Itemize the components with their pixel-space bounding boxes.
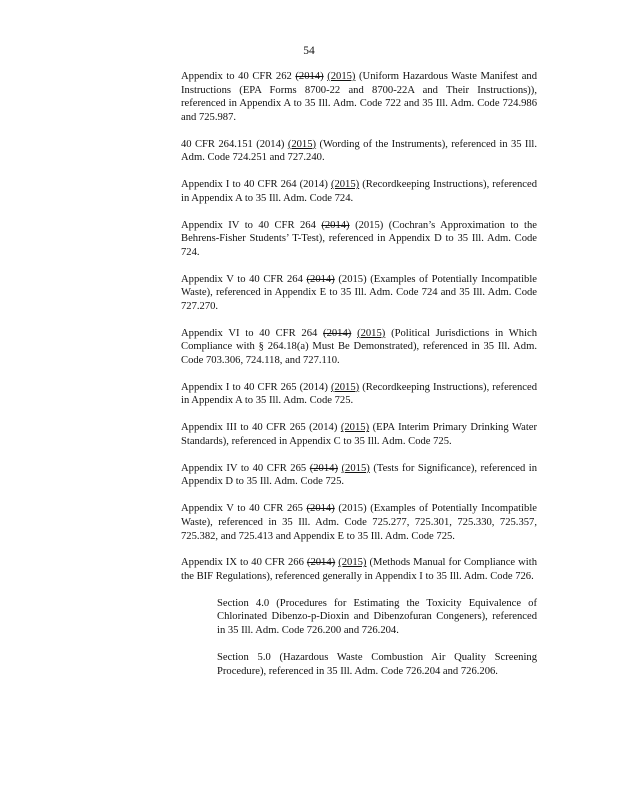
paragraph-text: Section 4.0 (Procedures for Estimating the Toxicity Equivalence of Chlorinated Dibenzo-p-Dioxin and Dibenzofuran Congeners), referenced in 35 Ill. Adm. Code 726.200 and 726.204. [217,597,537,637]
paragraph-text: Appendix VI to 40 CFR 264 [181,327,324,339]
deleted-text: (2014) [295,71,324,82]
citation-paragraph [181,138,537,165]
page-number: 54 [303,45,315,57]
citation-paragraph [181,178,537,205]
inserted-text: (2015) [330,381,360,393]
deleted-text: (2014) [306,273,335,285]
paragraph-text: Appendix V to 40 CFR 265 [181,503,307,515]
paragraph-text: Appendix I to 40 CFR 265 (2014) [181,381,331,393]
inserted-text: (2015) [330,179,360,191]
paragraph-text: (Uniform Hazardous Waste Manifest and Instructions (EPA Forms 8700-22 and 8700-22A and Their Instructions)), referenced in Appendix A to 35 Ill. Adm. Code 722 and 35 Ill. Adm. Code 724.986 and 725.987. [181,71,537,123]
paragraph-text: (2015) (Examples of Potentially Incompatible Waste), referenced in 35 Ill. Adm. Code 725.277, 725.301, 725.330, 725.357, 725.382, and 725.413 and Appendix E to 35 Ill. Adm. Code 725. [181,503,537,542]
citation-paragraph [181,219,537,260]
inserted-text: (2015) [287,138,317,150]
paragraph-text: (2015) (Examples of Potentially Incompatible Waste), referenced in Appendix E to 35 Ill. Adm. Code 724 and 35 Ill. Adm. Code 727.270. [181,273,537,312]
paragraph-text: Appendix IV to 40 CFR 265 [181,462,310,474]
paragraph-text: (EPA Interim Primary Drinking Water Standards), referenced in Appendix C to 35 Ill. Adm. Code 725. [181,422,537,447]
paragraph-text: Section 5.0 (Hazardous Waste Combustion Air Quality Screening Procedure), referenced in 35 Ill. Adm. Code 726.204 and 726.206. [217,651,537,677]
deleted-text: (2014) [323,327,352,339]
citation-paragraph [217,597,537,638]
citation-paragraph [181,421,537,448]
paragraph-text: 40 CFR 264.151 (2014) [181,138,288,150]
paragraph-text: (2015) (Cochran’s Approximation to the Behrens-Fisher Students’ T-Test), referenced in Appendix D to 35 Ill. Adm. Code 724. [181,219,538,258]
paragraph-text: (Political Jurisdictions in Which Compliance with § 264.18(a) Must Be Demonstrated), referenced in 35 Ill. Adm. Code 703.306, 724.118, and 727.110. [181,327,538,366]
citation-paragraph [181,556,537,583]
deleted-text: (2014) [309,462,338,474]
inserted-text: (2015) [338,557,367,569]
citation-paragraph [181,381,537,408]
inserted-text: (2015) [340,422,370,434]
paragraph-text: Appendix IX to 40 CFR 266 [181,557,307,569]
citation-paragraph [181,70,537,124]
paragraph-text: Appendix III to 40 CFR 265 (2014) [181,422,341,434]
paragraph-text: (Wording of the Instruments), referenced in 35 Ill. Adm. Code 724.251 and 727.240. [181,138,537,164]
paragraph-text: Appendix I to 40 CFR 264 (2014) [181,179,331,191]
citation-paragraph [181,327,537,368]
inserted-text: (2015) [341,462,370,474]
citation-paragraph [181,502,537,543]
inserted-text: (2015) [357,327,386,339]
paragraph-text: Appendix IV to 40 CFR 264 [181,219,322,231]
inserted-text: (2015) [327,71,356,82]
citation-paragraph [217,651,537,678]
paragraph-text: Appendix to 40 CFR 262 [181,71,296,82]
citation-paragraph [181,462,537,489]
paragraph-text: (Recordkeeping Instructions), referenced in Appendix A to 35 Ill. Adm. Code 725. [181,381,537,407]
paragraph-text: (Tests for Significance), referenced in Appendix D to 35 Ill. Adm. Code 725. [181,462,538,488]
paragraph-text: Appendix V to 40 CFR 264 [181,273,307,285]
paragraph-text: (Methods Manual for Compliance with the BIF Regulations), referenced generally in Appendix I to 35 Ill. Adm. Code 726. [181,557,537,582]
deleted-text: (2014) [306,557,336,569]
document-body [181,70,537,691]
deleted-text: (2014) [306,503,335,515]
citation-paragraph [181,273,537,314]
paragraph-text: (Recordkeeping Instructions), referenced in Appendix A to 35 Ill. Adm. Code 724. [181,179,537,204]
deleted-text: (2014) [321,219,350,231]
